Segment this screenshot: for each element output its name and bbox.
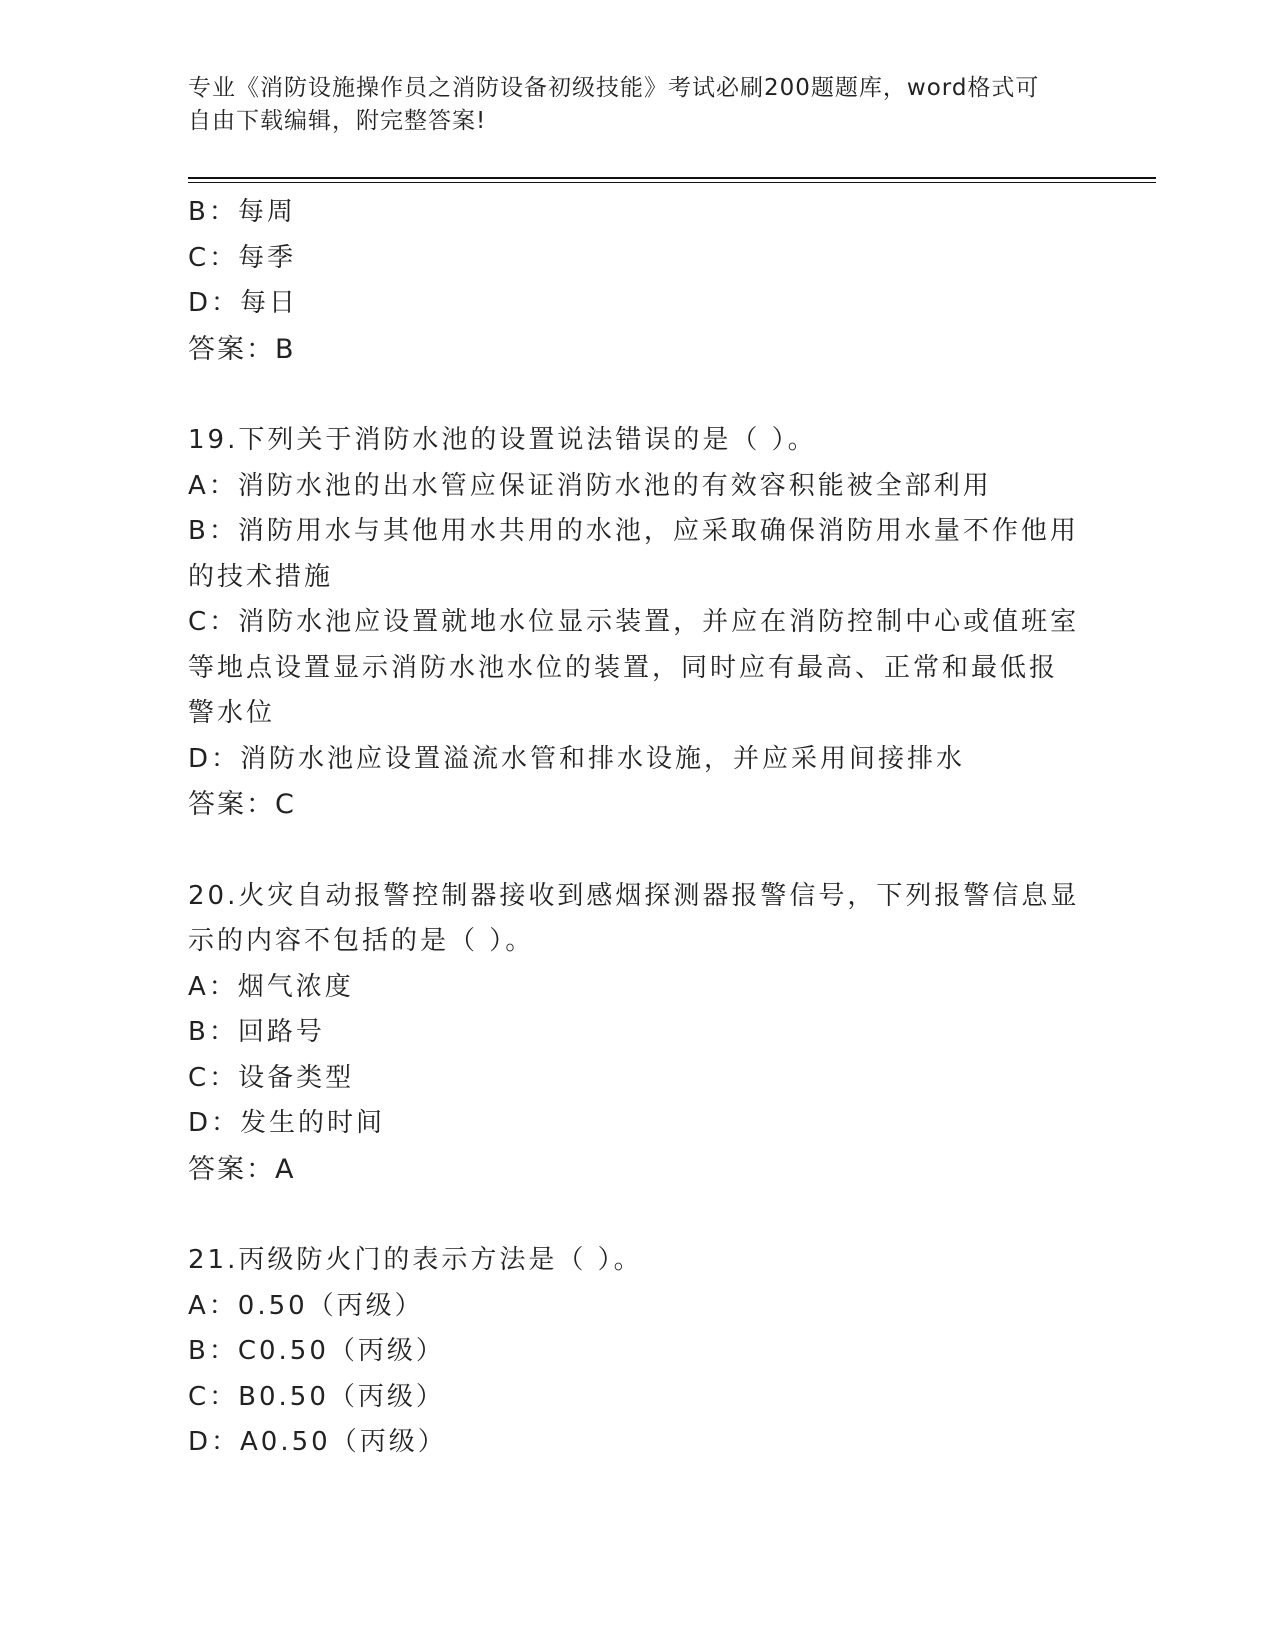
- document-header: [188, 72, 1068, 138]
- q20-option-a: A：烟气浓度: [188, 971, 354, 1002]
- prev-option-d: D：每日: [188, 288, 299, 318]
- q19-option-d: D：消防水池应设置溢流水管和排水设施，并应采用间接排水: [188, 743, 966, 774]
- q19-option-b-line2: 的技术措施: [188, 561, 334, 592]
- spacer: [188, 828, 1088, 874]
- q20-question-line2: 示的内容不包括的是（ ）。: [188, 926, 535, 956]
- q19-option-c-line2: 等地点设置显示消防水池水位的装置，同时应有最高、正常和最低报: [188, 652, 1059, 683]
- q20-question-line1: 20.火灾自动报警控制器接收到感烟探测器报警信号，下列报警信息显: [188, 880, 1080, 911]
- prev-option-b: B：每周: [188, 197, 296, 227]
- spacer: [188, 1192, 1088, 1238]
- q21-question: 21.丙级防火门的表示方法是（ ）。: [188, 1245, 643, 1275]
- q21-option-d: D：A0.50（丙级）: [188, 1427, 447, 1457]
- q20-option-c: C：设备类型: [188, 1062, 355, 1093]
- q20-answer: 答案：A: [188, 1153, 296, 1185]
- prev-option-c: C：每季: [188, 242, 297, 273]
- q21-option-b: B：C0.50（丙级）: [188, 1336, 445, 1366]
- q21-option-a: A：0.50（丙级）: [188, 1290, 424, 1321]
- prev-answer: 答案：B: [188, 333, 296, 365]
- spacer: [188, 372, 1088, 418]
- q19-question: 19.下列关于消防水池的设置说法错误的是（ ）。: [188, 425, 817, 455]
- q19-option-b-line1: B：消防用水与其他用水共用的水池，应采取确保消防用水量不作他用: [188, 516, 1079, 546]
- header-rule-thin: [188, 182, 1156, 183]
- q19-answer: 答案：C: [188, 789, 296, 820]
- q20-option-b: B：回路号: [188, 1017, 325, 1047]
- q19-option-c-line3: 警水位: [188, 698, 276, 728]
- q19-option-a: A：消防水池的出水管应保证消防水池的有效容积能被全部利用: [188, 470, 992, 501]
- header-line-2: 自由下载编辑，附完整答案!: [188, 108, 487, 134]
- q19-option-c-line1: C：消防水池应设置就地水位显示装置，并应在消防控制中心或值班室: [188, 607, 1080, 637]
- q20-option-d: D：发生的时间: [188, 1108, 386, 1138]
- document-body: [188, 190, 1088, 1466]
- header-line-1: 专业《消防设施操作员之消防设备初级技能》考试必刷200题题库，word格式可: [188, 75, 1040, 101]
- header-rule-thick: [188, 177, 1156, 179]
- q21-option-c: C：B0.50（丙级）: [188, 1381, 445, 1412]
